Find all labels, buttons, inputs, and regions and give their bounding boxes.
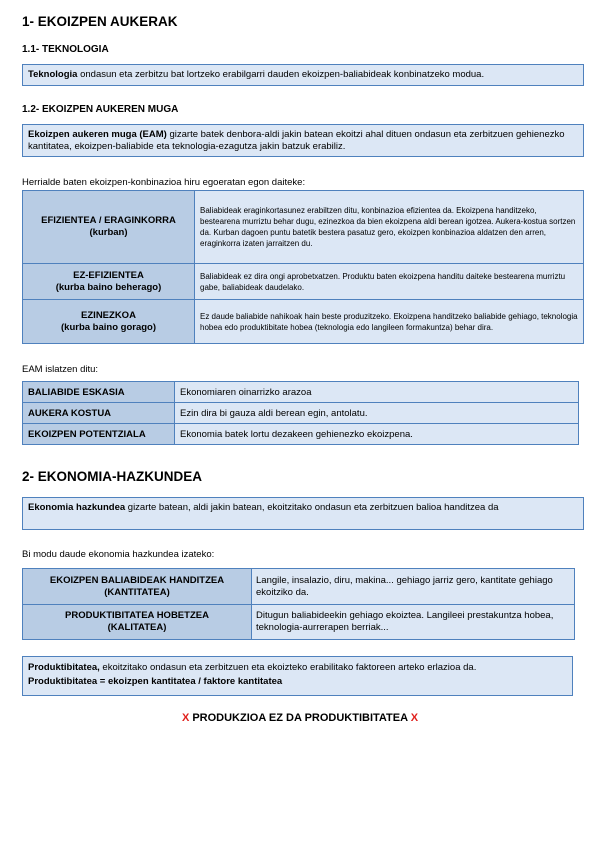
- state-sub: (kurba baino beherago): [55, 281, 162, 293]
- subsection-technology-title: 1.1- TEKNOLOGIA: [22, 44, 109, 55]
- table-row: [23, 382, 579, 403]
- state-name-cell: [23, 191, 195, 264]
- way-name-cell: [23, 569, 252, 605]
- table-row: [23, 403, 579, 424]
- x-mark-icon: X: [181, 712, 190, 724]
- state-sub: (kurba baino gorago): [61, 321, 156, 333]
- state-name: EFIZIENTEA / ERAGINKORRA: [41, 215, 176, 226]
- eam-key: BALIABIDE ESKASIA: [23, 382, 175, 403]
- eam-value: Ekonomiaren oinarrizko arazoa: [175, 382, 579, 403]
- state-description: Baliabideak eraginkortasunez erabiltzen ditu, konbinazioa efizientea da. Ekoizpena handitzeko, bestearena murriztu behar dugu, ezinezkoa da bien ekoizpena aldi berean igotzea. Aukera-kostua sortzen da. Kurban dagoen puntu batetik bestera pasatuz gero, ekoizpen konbinazioa aldatzen den arren, eraginkorra izaten jarraitzen du.: [195, 191, 584, 264]
- section1-title: 1- EKOIZPEN AUKERAK: [22, 14, 178, 29]
- growth-definition-box: [22, 497, 584, 530]
- state-name: EZ-EFIZIENTEA: [73, 269, 144, 281]
- productivity-term: Produktibitatea,: [28, 662, 100, 673]
- state-name: EZINEZKOA: [81, 309, 136, 321]
- growth-definition: gizarte batean, aldi jakin batean, ekoitzitako ondasun eta zerbitzuen balioa handitzea da: [125, 502, 499, 513]
- state-sub: (kurban): [89, 227, 128, 238]
- eam-term: Ekoizpen aukeren muga (EAM): [28, 129, 167, 140]
- way-name: PRODUKTIBITATEA HOBETZEA: [65, 610, 209, 621]
- section2-title: 2- EKONOMIA-HAZKUNDEA: [22, 469, 202, 484]
- eam-reflects-table: [22, 381, 579, 445]
- subsection-eam-title: 1.2- EKOIZPEN AUKEREN MUGA: [22, 104, 179, 115]
- productivity-box: [22, 656, 573, 696]
- growth-term: Ekonomia hazkundea: [28, 502, 126, 513]
- eam-value: Ezin dira bi gauza aldi berean egin, antolatu.: [175, 403, 579, 424]
- way-sub: (KANTITATEA): [104, 586, 170, 598]
- productivity-formula: Produktibitatea = ekoizpen kantitatea / faktore kantitatea: [28, 676, 283, 687]
- warning-text: PRODUKZIOA EZ DA PRODUKTIBITATEA: [189, 712, 411, 724]
- table-row: [23, 191, 584, 264]
- states-intro: Herrialde baten ekoizpen-konbinazioa hiru egoeratan egon daiteke:: [22, 177, 306, 188]
- technology-definition: ondasun eta zerbitzu bat lortzeko erabilgarri dauden ekoizpen-baliabideak konbinatzeko modua.: [77, 69, 485, 80]
- table-row: [23, 605, 575, 640]
- x-mark-icon: X: [410, 712, 419, 724]
- table-row: [23, 569, 575, 605]
- eam-reflects-intro: EAM islatzen ditu:: [22, 364, 99, 375]
- productivity-definition: ekoitzitako ondasun eta zerbitzuen eta ekoizteko erabilitako faktoreen arteko erlazioa da.: [99, 662, 477, 673]
- state-description: Baliabideak ez dira ongi aprobetxatzen. Produktu baten ekoizpena handitu daiteke bestearena murriztu gabe, baliabideak daudelako.: [195, 264, 584, 300]
- production-states-table: [22, 190, 584, 344]
- way-name-cell: [23, 605, 252, 640]
- way-name: EKOIZPEN BALIABIDEAK HANDITZEA: [49, 574, 225, 586]
- growth-ways-table: [22, 568, 575, 640]
- growth-ways-intro: Bi modu daude ekonomia hazkundea izateko:: [22, 549, 215, 560]
- technology-definition-box: [22, 64, 584, 86]
- table-row: [23, 264, 584, 300]
- eam-key: EKOIZPEN POTENTZIALA: [23, 424, 175, 445]
- productivity-definition-line: [28, 661, 567, 675]
- table-row: [23, 424, 579, 445]
- way-description: Langile, insalazio, diru, makina... gehiago jarriz gero, kantitate gehiago ekoitziko da.: [252, 569, 575, 605]
- technology-term: Teknologia: [28, 69, 78, 80]
- table-row: [23, 300, 584, 344]
- eam-definition: gizarte batek denbora-aldi jakin batean ekoitzi ahal dituen ondasun eta zerbitzuen gehienezko kantitatea, ekoizpen-baliabide eta teknologia-ezagutza jakin batzuk erabiliz.: [28, 129, 565, 152]
- warning-line: [0, 712, 600, 724]
- state-name-cell: [23, 300, 195, 344]
- eam-value: Ekonomia batek lortu dezakeen gehienezko ekoizpena.: [175, 424, 579, 445]
- eam-definition-box: [22, 124, 584, 157]
- state-description: Ez daude baliabide nahikoak hain beste produzitzeko. Ekoizpena handitzeko baliabide gehiago, teknologia hobea edo produktibitate hobea (teknologia edo langileen formakuntza) behar dira.: [195, 300, 584, 344]
- way-description: Ditugun baliabideekin gehiago ekoiztea. Langileei prestakuntza hobea, teknologia-aurrerapen berriak...: [252, 605, 575, 640]
- way-sub: (KALITATEA): [107, 622, 167, 633]
- state-name-cell: [23, 264, 195, 300]
- eam-key: AUKERA KOSTUA: [23, 403, 175, 424]
